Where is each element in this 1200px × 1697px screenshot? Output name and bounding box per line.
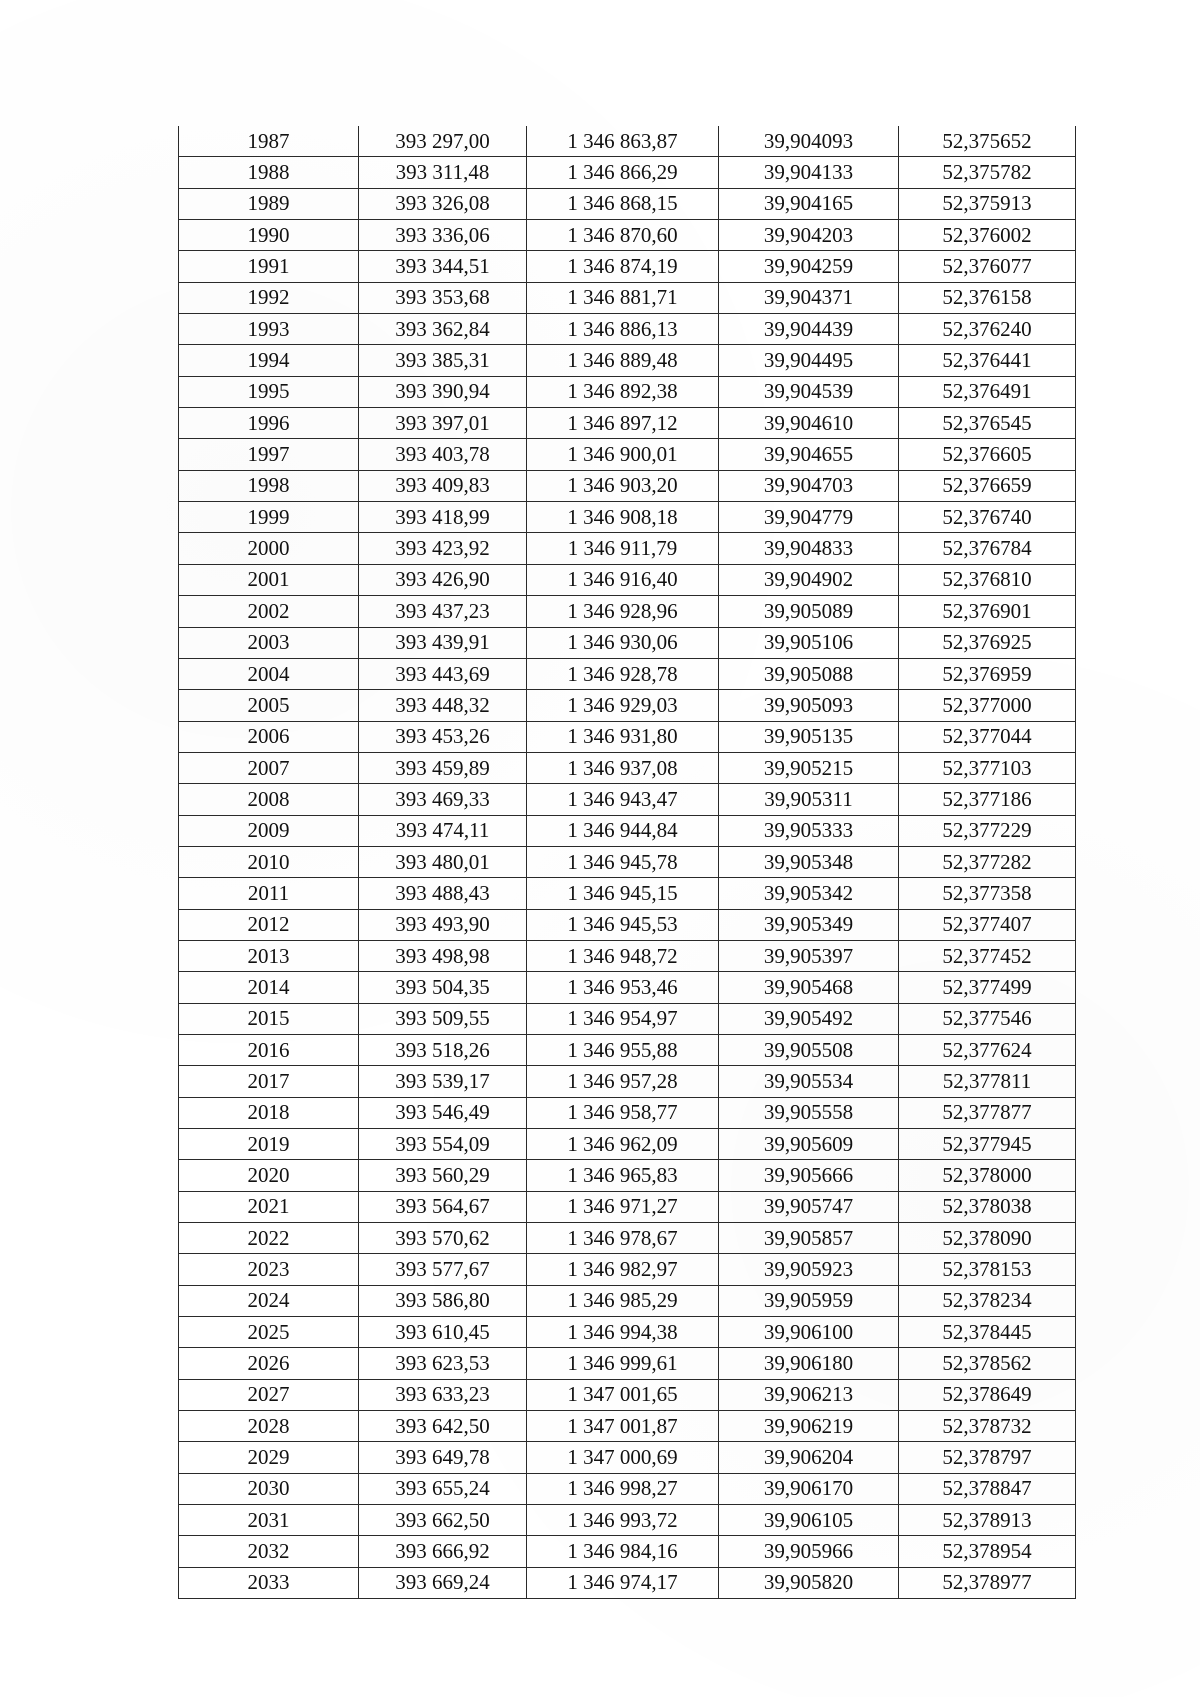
longitude-cell: 52,375913 [899, 188, 1076, 219]
latitude-cell: 39,904902 [719, 564, 899, 595]
table-row [179, 1411, 1076, 1442]
longitude-cell: 52,376077 [899, 251, 1076, 282]
point-number-cell: 2026 [179, 1348, 359, 1379]
table-row [179, 1129, 1076, 1160]
y-coordinate-cell: 1 346 900,01 [527, 439, 719, 470]
x-coordinate-cell: 393 539,17 [359, 1066, 527, 1097]
table-row [179, 627, 1076, 658]
x-coordinate-cell: 393 570,62 [359, 1223, 527, 1254]
point-number-cell: 2020 [179, 1160, 359, 1191]
x-coordinate-cell: 393 504,35 [359, 972, 527, 1003]
table-row [179, 564, 1076, 595]
y-coordinate-cell: 1 347 001,87 [527, 1411, 719, 1442]
latitude-cell: 39,904779 [719, 502, 899, 533]
point-number-cell: 2012 [179, 909, 359, 940]
y-coordinate-cell: 1 346 957,28 [527, 1066, 719, 1097]
point-number-cell: 2015 [179, 1003, 359, 1034]
latitude-cell: 39,905311 [719, 784, 899, 815]
longitude-cell: 52,378732 [899, 1411, 1076, 1442]
longitude-cell: 52,377877 [899, 1097, 1076, 1128]
table-row [179, 690, 1076, 721]
table-row [179, 1505, 1076, 1536]
point-number-cell: 1996 [179, 408, 359, 439]
latitude-cell: 39,905215 [719, 752, 899, 783]
x-coordinate-cell: 393 564,67 [359, 1191, 527, 1222]
longitude-cell: 52,377811 [899, 1066, 1076, 1097]
x-coordinate-cell: 393 311,48 [359, 157, 527, 188]
latitude-cell: 39,906219 [719, 1411, 899, 1442]
point-number-cell: 2010 [179, 846, 359, 877]
point-number-cell: 1990 [179, 220, 359, 251]
point-number-cell: 2029 [179, 1442, 359, 1473]
x-coordinate-cell: 393 498,98 [359, 940, 527, 971]
y-coordinate-cell: 1 346 945,15 [527, 878, 719, 909]
x-coordinate-cell: 393 560,29 [359, 1160, 527, 1191]
point-number-cell: 1998 [179, 470, 359, 501]
longitude-cell: 52,376810 [899, 564, 1076, 595]
y-coordinate-cell: 1 346 903,20 [527, 470, 719, 501]
longitude-cell: 52,377624 [899, 1034, 1076, 1065]
x-coordinate-cell: 393 633,23 [359, 1379, 527, 1410]
x-coordinate-cell: 393 666,92 [359, 1536, 527, 1567]
y-coordinate-cell: 1 346 928,78 [527, 658, 719, 689]
y-coordinate-cell: 1 346 984,16 [527, 1536, 719, 1567]
table-row [179, 376, 1076, 407]
y-coordinate-cell: 1 346 886,13 [527, 314, 719, 345]
table-row [179, 1473, 1076, 1504]
longitude-cell: 52,377282 [899, 846, 1076, 877]
x-coordinate-cell: 393 448,32 [359, 690, 527, 721]
point-number-cell: 2022 [179, 1223, 359, 1254]
x-coordinate-cell: 393 403,78 [359, 439, 527, 470]
longitude-cell: 52,377186 [899, 784, 1076, 815]
longitude-cell: 52,378090 [899, 1223, 1076, 1254]
latitude-cell: 39,906180 [719, 1348, 899, 1379]
table-row [179, 188, 1076, 219]
latitude-cell: 39,904133 [719, 157, 899, 188]
latitude-cell: 39,905609 [719, 1129, 899, 1160]
point-number-cell: 2021 [179, 1191, 359, 1222]
y-coordinate-cell: 1 346 945,53 [527, 909, 719, 940]
x-coordinate-cell: 393 649,78 [359, 1442, 527, 1473]
x-coordinate-cell: 393 297,00 [359, 126, 527, 157]
latitude-cell: 39,904655 [719, 439, 899, 470]
y-coordinate-cell: 1 346 994,38 [527, 1317, 719, 1348]
latitude-cell: 39,906105 [719, 1505, 899, 1536]
longitude-cell: 52,378977 [899, 1567, 1076, 1598]
longitude-cell: 52,378000 [899, 1160, 1076, 1191]
longitude-cell: 52,377546 [899, 1003, 1076, 1034]
point-number-cell: 2016 [179, 1034, 359, 1065]
latitude-cell: 39,905923 [719, 1254, 899, 1285]
y-coordinate-cell: 1 346 931,80 [527, 721, 719, 752]
x-coordinate-cell: 393 474,11 [359, 815, 527, 846]
y-coordinate-cell: 1 346 868,15 [527, 188, 719, 219]
longitude-cell: 52,375782 [899, 157, 1076, 188]
latitude-cell: 39,905492 [719, 1003, 899, 1034]
coordinates-table-body [179, 126, 1076, 1599]
longitude-cell: 52,376740 [899, 502, 1076, 533]
longitude-cell: 52,376605 [899, 439, 1076, 470]
y-coordinate-cell: 1 346 993,72 [527, 1505, 719, 1536]
x-coordinate-cell: 393 409,83 [359, 470, 527, 501]
x-coordinate-cell: 393 488,43 [359, 878, 527, 909]
latitude-cell: 39,905342 [719, 878, 899, 909]
x-coordinate-cell: 393 397,01 [359, 408, 527, 439]
table-row [179, 940, 1076, 971]
longitude-cell: 52,378445 [899, 1317, 1076, 1348]
table-row [179, 658, 1076, 689]
y-coordinate-cell: 1 346 978,67 [527, 1223, 719, 1254]
y-coordinate-cell: 1 346 897,12 [527, 408, 719, 439]
table-row [179, 784, 1076, 815]
point-number-cell: 2027 [179, 1379, 359, 1410]
point-number-cell: 2001 [179, 564, 359, 595]
table-row [179, 1223, 1076, 1254]
x-coordinate-cell: 393 554,09 [359, 1129, 527, 1160]
table-row [179, 533, 1076, 564]
table-row [179, 1160, 1076, 1191]
longitude-cell: 52,377000 [899, 690, 1076, 721]
x-coordinate-cell: 393 669,24 [359, 1567, 527, 1598]
longitude-cell: 52,376545 [899, 408, 1076, 439]
x-coordinate-cell: 393 586,80 [359, 1285, 527, 1316]
y-coordinate-cell: 1 346 866,29 [527, 157, 719, 188]
x-coordinate-cell: 393 336,06 [359, 220, 527, 251]
y-coordinate-cell: 1 346 948,72 [527, 940, 719, 971]
latitude-cell: 39,905348 [719, 846, 899, 877]
x-coordinate-cell: 393 459,89 [359, 752, 527, 783]
x-coordinate-cell: 393 655,24 [359, 1473, 527, 1504]
latitude-cell: 39,906170 [719, 1473, 899, 1504]
x-coordinate-cell: 393 344,51 [359, 251, 527, 282]
latitude-cell: 39,905534 [719, 1066, 899, 1097]
y-coordinate-cell: 1 346 916,40 [527, 564, 719, 595]
table-row [179, 596, 1076, 627]
latitude-cell: 39,905349 [719, 909, 899, 940]
table-row [179, 1536, 1076, 1567]
longitude-cell: 52,376158 [899, 282, 1076, 313]
point-number-cell: 2025 [179, 1317, 359, 1348]
latitude-cell: 39,905468 [719, 972, 899, 1003]
longitude-cell: 52,376925 [899, 627, 1076, 658]
y-coordinate-cell: 1 346 958,77 [527, 1097, 719, 1128]
x-coordinate-cell: 393 423,92 [359, 533, 527, 564]
table-row [179, 220, 1076, 251]
table-row [179, 1254, 1076, 1285]
y-coordinate-cell: 1 346 943,47 [527, 784, 719, 815]
latitude-cell: 39,904203 [719, 220, 899, 251]
table-row [179, 1442, 1076, 1473]
point-number-cell: 2006 [179, 721, 359, 752]
x-coordinate-cell: 393 353,68 [359, 282, 527, 313]
latitude-cell: 39,905089 [719, 596, 899, 627]
point-number-cell: 1997 [179, 439, 359, 470]
x-coordinate-cell: 393 385,31 [359, 345, 527, 376]
longitude-cell: 52,378847 [899, 1473, 1076, 1504]
latitude-cell: 39,904439 [719, 314, 899, 345]
y-coordinate-cell: 1 347 001,65 [527, 1379, 719, 1410]
point-number-cell: 2019 [179, 1129, 359, 1160]
y-coordinate-cell: 1 346 944,84 [527, 815, 719, 846]
point-number-cell: 2031 [179, 1505, 359, 1536]
table-row [179, 972, 1076, 1003]
point-number-cell: 1994 [179, 345, 359, 376]
y-coordinate-cell: 1 346 962,09 [527, 1129, 719, 1160]
point-number-cell: 2009 [179, 815, 359, 846]
point-number-cell: 1995 [179, 376, 359, 407]
table-row [179, 502, 1076, 533]
point-number-cell: 1988 [179, 157, 359, 188]
longitude-cell: 52,377499 [899, 972, 1076, 1003]
latitude-cell: 39,905088 [719, 658, 899, 689]
table-row [179, 1567, 1076, 1598]
table-row [179, 1034, 1076, 1065]
point-number-cell: 2032 [179, 1536, 359, 1567]
y-coordinate-cell: 1 346 971,27 [527, 1191, 719, 1222]
longitude-cell: 52,377103 [899, 752, 1076, 783]
point-number-cell: 2024 [179, 1285, 359, 1316]
latitude-cell: 39,905666 [719, 1160, 899, 1191]
point-number-cell: 2013 [179, 940, 359, 971]
longitude-cell: 52,376441 [899, 345, 1076, 376]
latitude-cell: 39,905333 [719, 815, 899, 846]
table-row [179, 251, 1076, 282]
table-row [179, 1317, 1076, 1348]
point-number-cell: 1993 [179, 314, 359, 345]
latitude-cell: 39,905397 [719, 940, 899, 971]
latitude-cell: 39,906100 [719, 1317, 899, 1348]
table-row [179, 1066, 1076, 1097]
longitude-cell: 52,378234 [899, 1285, 1076, 1316]
x-coordinate-cell: 393 362,84 [359, 314, 527, 345]
y-coordinate-cell: 1 346 985,29 [527, 1285, 719, 1316]
table-row [179, 815, 1076, 846]
y-coordinate-cell: 1 346 892,38 [527, 376, 719, 407]
table-row [179, 314, 1076, 345]
x-coordinate-cell: 393 577,67 [359, 1254, 527, 1285]
y-coordinate-cell: 1 346 881,71 [527, 282, 719, 313]
longitude-cell: 52,377044 [899, 721, 1076, 752]
y-coordinate-cell: 1 346 874,19 [527, 251, 719, 282]
x-coordinate-cell: 393 546,49 [359, 1097, 527, 1128]
longitude-cell: 52,376784 [899, 533, 1076, 564]
point-number-cell: 2008 [179, 784, 359, 815]
longitude-cell: 52,377229 [899, 815, 1076, 846]
longitude-cell: 52,378562 [899, 1348, 1076, 1379]
y-coordinate-cell: 1 346 937,08 [527, 752, 719, 783]
table-row [179, 1191, 1076, 1222]
x-coordinate-cell: 393 480,01 [359, 846, 527, 877]
latitude-cell: 39,904495 [719, 345, 899, 376]
x-coordinate-cell: 393 642,50 [359, 1411, 527, 1442]
y-coordinate-cell: 1 346 929,03 [527, 690, 719, 721]
table-row [179, 1003, 1076, 1034]
table-row [179, 878, 1076, 909]
y-coordinate-cell: 1 346 911,79 [527, 533, 719, 564]
point-number-cell: 2011 [179, 878, 359, 909]
latitude-cell: 39,906213 [719, 1379, 899, 1410]
y-coordinate-cell: 1 346 982,97 [527, 1254, 719, 1285]
point-number-cell: 2023 [179, 1254, 359, 1285]
x-coordinate-cell: 393 509,55 [359, 1003, 527, 1034]
latitude-cell: 39,905093 [719, 690, 899, 721]
y-coordinate-cell: 1 346 965,83 [527, 1160, 719, 1191]
y-coordinate-cell: 1 346 955,88 [527, 1034, 719, 1065]
longitude-cell: 52,376240 [899, 314, 1076, 345]
point-number-cell: 1992 [179, 282, 359, 313]
y-coordinate-cell: 1 346 999,61 [527, 1348, 719, 1379]
longitude-cell: 52,376002 [899, 220, 1076, 251]
point-number-cell: 2002 [179, 596, 359, 627]
x-coordinate-cell: 393 418,99 [359, 502, 527, 533]
latitude-cell: 39,905857 [719, 1223, 899, 1254]
y-coordinate-cell: 1 346 863,87 [527, 126, 719, 157]
longitude-cell: 52,376659 [899, 470, 1076, 501]
latitude-cell: 39,905508 [719, 1034, 899, 1065]
x-coordinate-cell: 393 610,45 [359, 1317, 527, 1348]
longitude-cell: 52,376901 [899, 596, 1076, 627]
y-coordinate-cell: 1 346 954,97 [527, 1003, 719, 1034]
latitude-cell: 39,904165 [719, 188, 899, 219]
latitude-cell: 39,904703 [719, 470, 899, 501]
longitude-cell: 52,376959 [899, 658, 1076, 689]
point-number-cell: 2004 [179, 658, 359, 689]
point-number-cell: 2017 [179, 1066, 359, 1097]
table-row [179, 439, 1076, 470]
latitude-cell: 39,905106 [719, 627, 899, 658]
point-number-cell: 2030 [179, 1473, 359, 1504]
y-coordinate-cell: 1 346 953,46 [527, 972, 719, 1003]
longitude-cell: 52,375652 [899, 126, 1076, 157]
x-coordinate-cell: 393 518,26 [359, 1034, 527, 1065]
table-row [179, 1379, 1076, 1410]
point-number-cell: 1987 [179, 126, 359, 157]
table-row [179, 282, 1076, 313]
table-row [179, 408, 1076, 439]
latitude-cell: 39,904610 [719, 408, 899, 439]
x-coordinate-cell: 393 453,26 [359, 721, 527, 752]
latitude-cell: 39,905820 [719, 1567, 899, 1598]
point-number-cell: 2007 [179, 752, 359, 783]
x-coordinate-cell: 393 443,69 [359, 658, 527, 689]
longitude-cell: 52,378153 [899, 1254, 1076, 1285]
x-coordinate-cell: 393 437,23 [359, 596, 527, 627]
x-coordinate-cell: 393 326,08 [359, 188, 527, 219]
point-number-cell: 2028 [179, 1411, 359, 1442]
point-number-cell: 2033 [179, 1567, 359, 1598]
longitude-cell: 52,377452 [899, 940, 1076, 971]
latitude-cell: 39,904833 [719, 533, 899, 564]
table-row [179, 470, 1076, 501]
latitude-cell: 39,904539 [719, 376, 899, 407]
y-coordinate-cell: 1 347 000,69 [527, 1442, 719, 1473]
longitude-cell: 52,378649 [899, 1379, 1076, 1410]
point-number-cell: 2018 [179, 1097, 359, 1128]
latitude-cell: 39,904093 [719, 126, 899, 157]
point-number-cell: 1999 [179, 502, 359, 533]
latitude-cell: 39,905747 [719, 1191, 899, 1222]
table-row [179, 752, 1076, 783]
longitude-cell: 52,377358 [899, 878, 1076, 909]
x-coordinate-cell: 393 426,90 [359, 564, 527, 595]
y-coordinate-cell: 1 346 945,78 [527, 846, 719, 877]
table-row [179, 1097, 1076, 1128]
table-row [179, 909, 1076, 940]
y-coordinate-cell: 1 346 928,96 [527, 596, 719, 627]
coordinates-table-container [178, 126, 1075, 1599]
longitude-cell: 52,376491 [899, 376, 1076, 407]
latitude-cell: 39,905558 [719, 1097, 899, 1128]
point-number-cell: 1989 [179, 188, 359, 219]
point-number-cell: 2003 [179, 627, 359, 658]
table-row [179, 157, 1076, 188]
x-coordinate-cell: 393 623,53 [359, 1348, 527, 1379]
longitude-cell: 52,377945 [899, 1129, 1076, 1160]
y-coordinate-cell: 1 346 930,06 [527, 627, 719, 658]
latitude-cell: 39,904259 [719, 251, 899, 282]
table-row [179, 1285, 1076, 1316]
longitude-cell: 52,378913 [899, 1505, 1076, 1536]
latitude-cell: 39,905966 [719, 1536, 899, 1567]
x-coordinate-cell: 393 390,94 [359, 376, 527, 407]
x-coordinate-cell: 393 469,33 [359, 784, 527, 815]
x-coordinate-cell: 393 662,50 [359, 1505, 527, 1536]
y-coordinate-cell: 1 346 998,27 [527, 1473, 719, 1504]
latitude-cell: 39,906204 [719, 1442, 899, 1473]
point-number-cell: 2014 [179, 972, 359, 1003]
coordinates-table [178, 126, 1076, 1599]
table-row [179, 846, 1076, 877]
table-row [179, 126, 1076, 157]
point-number-cell: 1991 [179, 251, 359, 282]
longitude-cell: 52,378954 [899, 1536, 1076, 1567]
table-row [179, 345, 1076, 376]
latitude-cell: 39,905959 [719, 1285, 899, 1316]
y-coordinate-cell: 1 346 974,17 [527, 1567, 719, 1598]
y-coordinate-cell: 1 346 908,18 [527, 502, 719, 533]
latitude-cell: 39,904371 [719, 282, 899, 313]
latitude-cell: 39,905135 [719, 721, 899, 752]
x-coordinate-cell: 393 439,91 [359, 627, 527, 658]
table-row [179, 721, 1076, 752]
y-coordinate-cell: 1 346 870,60 [527, 220, 719, 251]
longitude-cell: 52,377407 [899, 909, 1076, 940]
y-coordinate-cell: 1 346 889,48 [527, 345, 719, 376]
longitude-cell: 52,378797 [899, 1442, 1076, 1473]
table-row [179, 1348, 1076, 1379]
longitude-cell: 52,378038 [899, 1191, 1076, 1222]
point-number-cell: 2000 [179, 533, 359, 564]
x-coordinate-cell: 393 493,90 [359, 909, 527, 940]
point-number-cell: 2005 [179, 690, 359, 721]
